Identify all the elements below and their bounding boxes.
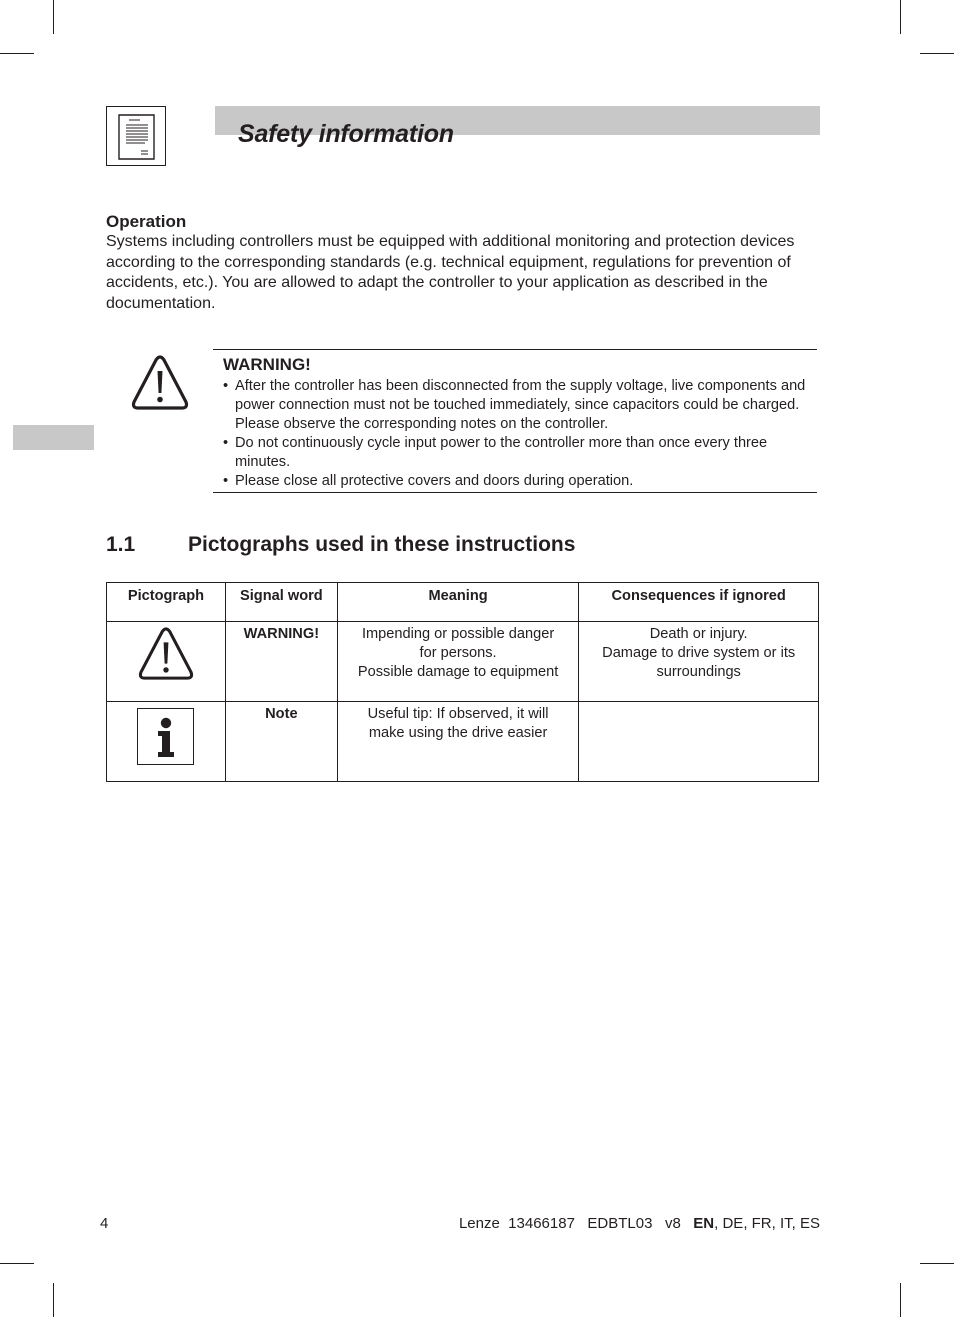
pictograph-cell [107, 622, 226, 702]
table-row [107, 622, 819, 702]
meaning-cell [337, 622, 579, 702]
crop-mark [0, 53, 34, 54]
meaning-line: for persons. [419, 645, 497, 661]
warning-triangle-icon [136, 626, 196, 682]
column-header: Pictograph [107, 583, 226, 622]
table-row [107, 702, 819, 782]
warning-triangle-icon [130, 354, 190, 412]
operation-section [106, 211, 818, 314]
warning-title: WARNING! [223, 355, 311, 374]
pictograph-cell [107, 702, 226, 782]
crop-mark [900, 0, 901, 34]
signal-word-cell: WARNING! [225, 622, 337, 702]
warning-item: • Please close all protective covers and doors during operation. [223, 472, 817, 491]
chapter-side-tab [13, 425, 94, 450]
other-languages: , DE, FR, IT, ES [714, 1215, 820, 1232]
doc-reference: Lenze 13466187 EDBTL03 v8 [458, 1215, 694, 1232]
meaning-cell [337, 702, 579, 782]
consequences-cell [579, 622, 819, 702]
table-header-row [107, 583, 819, 622]
consequences-line: Death or injury. [649, 626, 748, 642]
meaning-line: Possible damage to equipment [357, 664, 559, 680]
column-header: Meaning [337, 583, 579, 622]
crop-mark [920, 53, 954, 54]
crop-mark [53, 1283, 54, 1317]
meaning-line: Useful tip: If observed, it will [367, 706, 549, 722]
info-icon [137, 708, 194, 765]
section-number: 1.1 [106, 533, 136, 556]
current-language: EN [693, 1215, 715, 1232]
footer-doc-ref [459, 1215, 820, 1232]
meaning-line: make using the drive easier [368, 725, 548, 741]
consequences-cell [579, 702, 819, 782]
crop-mark [53, 0, 54, 34]
consequences-line: surroundings [656, 664, 741, 680]
crop-mark [900, 1283, 901, 1317]
signal-word-cell: Note [225, 702, 337, 782]
crop-mark [920, 1263, 954, 1264]
page-number: 4 [100, 1215, 109, 1232]
warning-item: • After the controller has been disconnected from the supply voltage, live components and power connection must not be touched immediately, since capacitors could be charged. Please observe the corresponding notes on the controller. [223, 377, 817, 434]
operation-text: Systems including controllers must be equipped with additional monitoring and protection devices according to the corresponding standards (e.g. technical equipment, regulations for prevention of accidents, etc.). You are allowed to adapt the controller to your application as described in the documentation. [106, 233, 795, 312]
warning-item: • Do not continuously cycle input power to the controller more than once every three minutes. [223, 434, 817, 472]
consequences-line: Damage to drive system or its [602, 645, 796, 661]
crop-mark [0, 1263, 34, 1264]
column-header: Consequences if ignored [579, 583, 819, 622]
page-title: Safety information [238, 120, 454, 148]
document-icon [106, 106, 166, 166]
pictograph-table [106, 582, 819, 782]
operation-heading: Operation [106, 212, 187, 231]
section-title: Pictographs used in these instructions [188, 533, 576, 556]
warning-box [213, 349, 817, 493]
meaning-line: Impending or possible danger [361, 626, 555, 642]
column-header: Signal word [225, 583, 337, 622]
warning-list [223, 377, 817, 491]
